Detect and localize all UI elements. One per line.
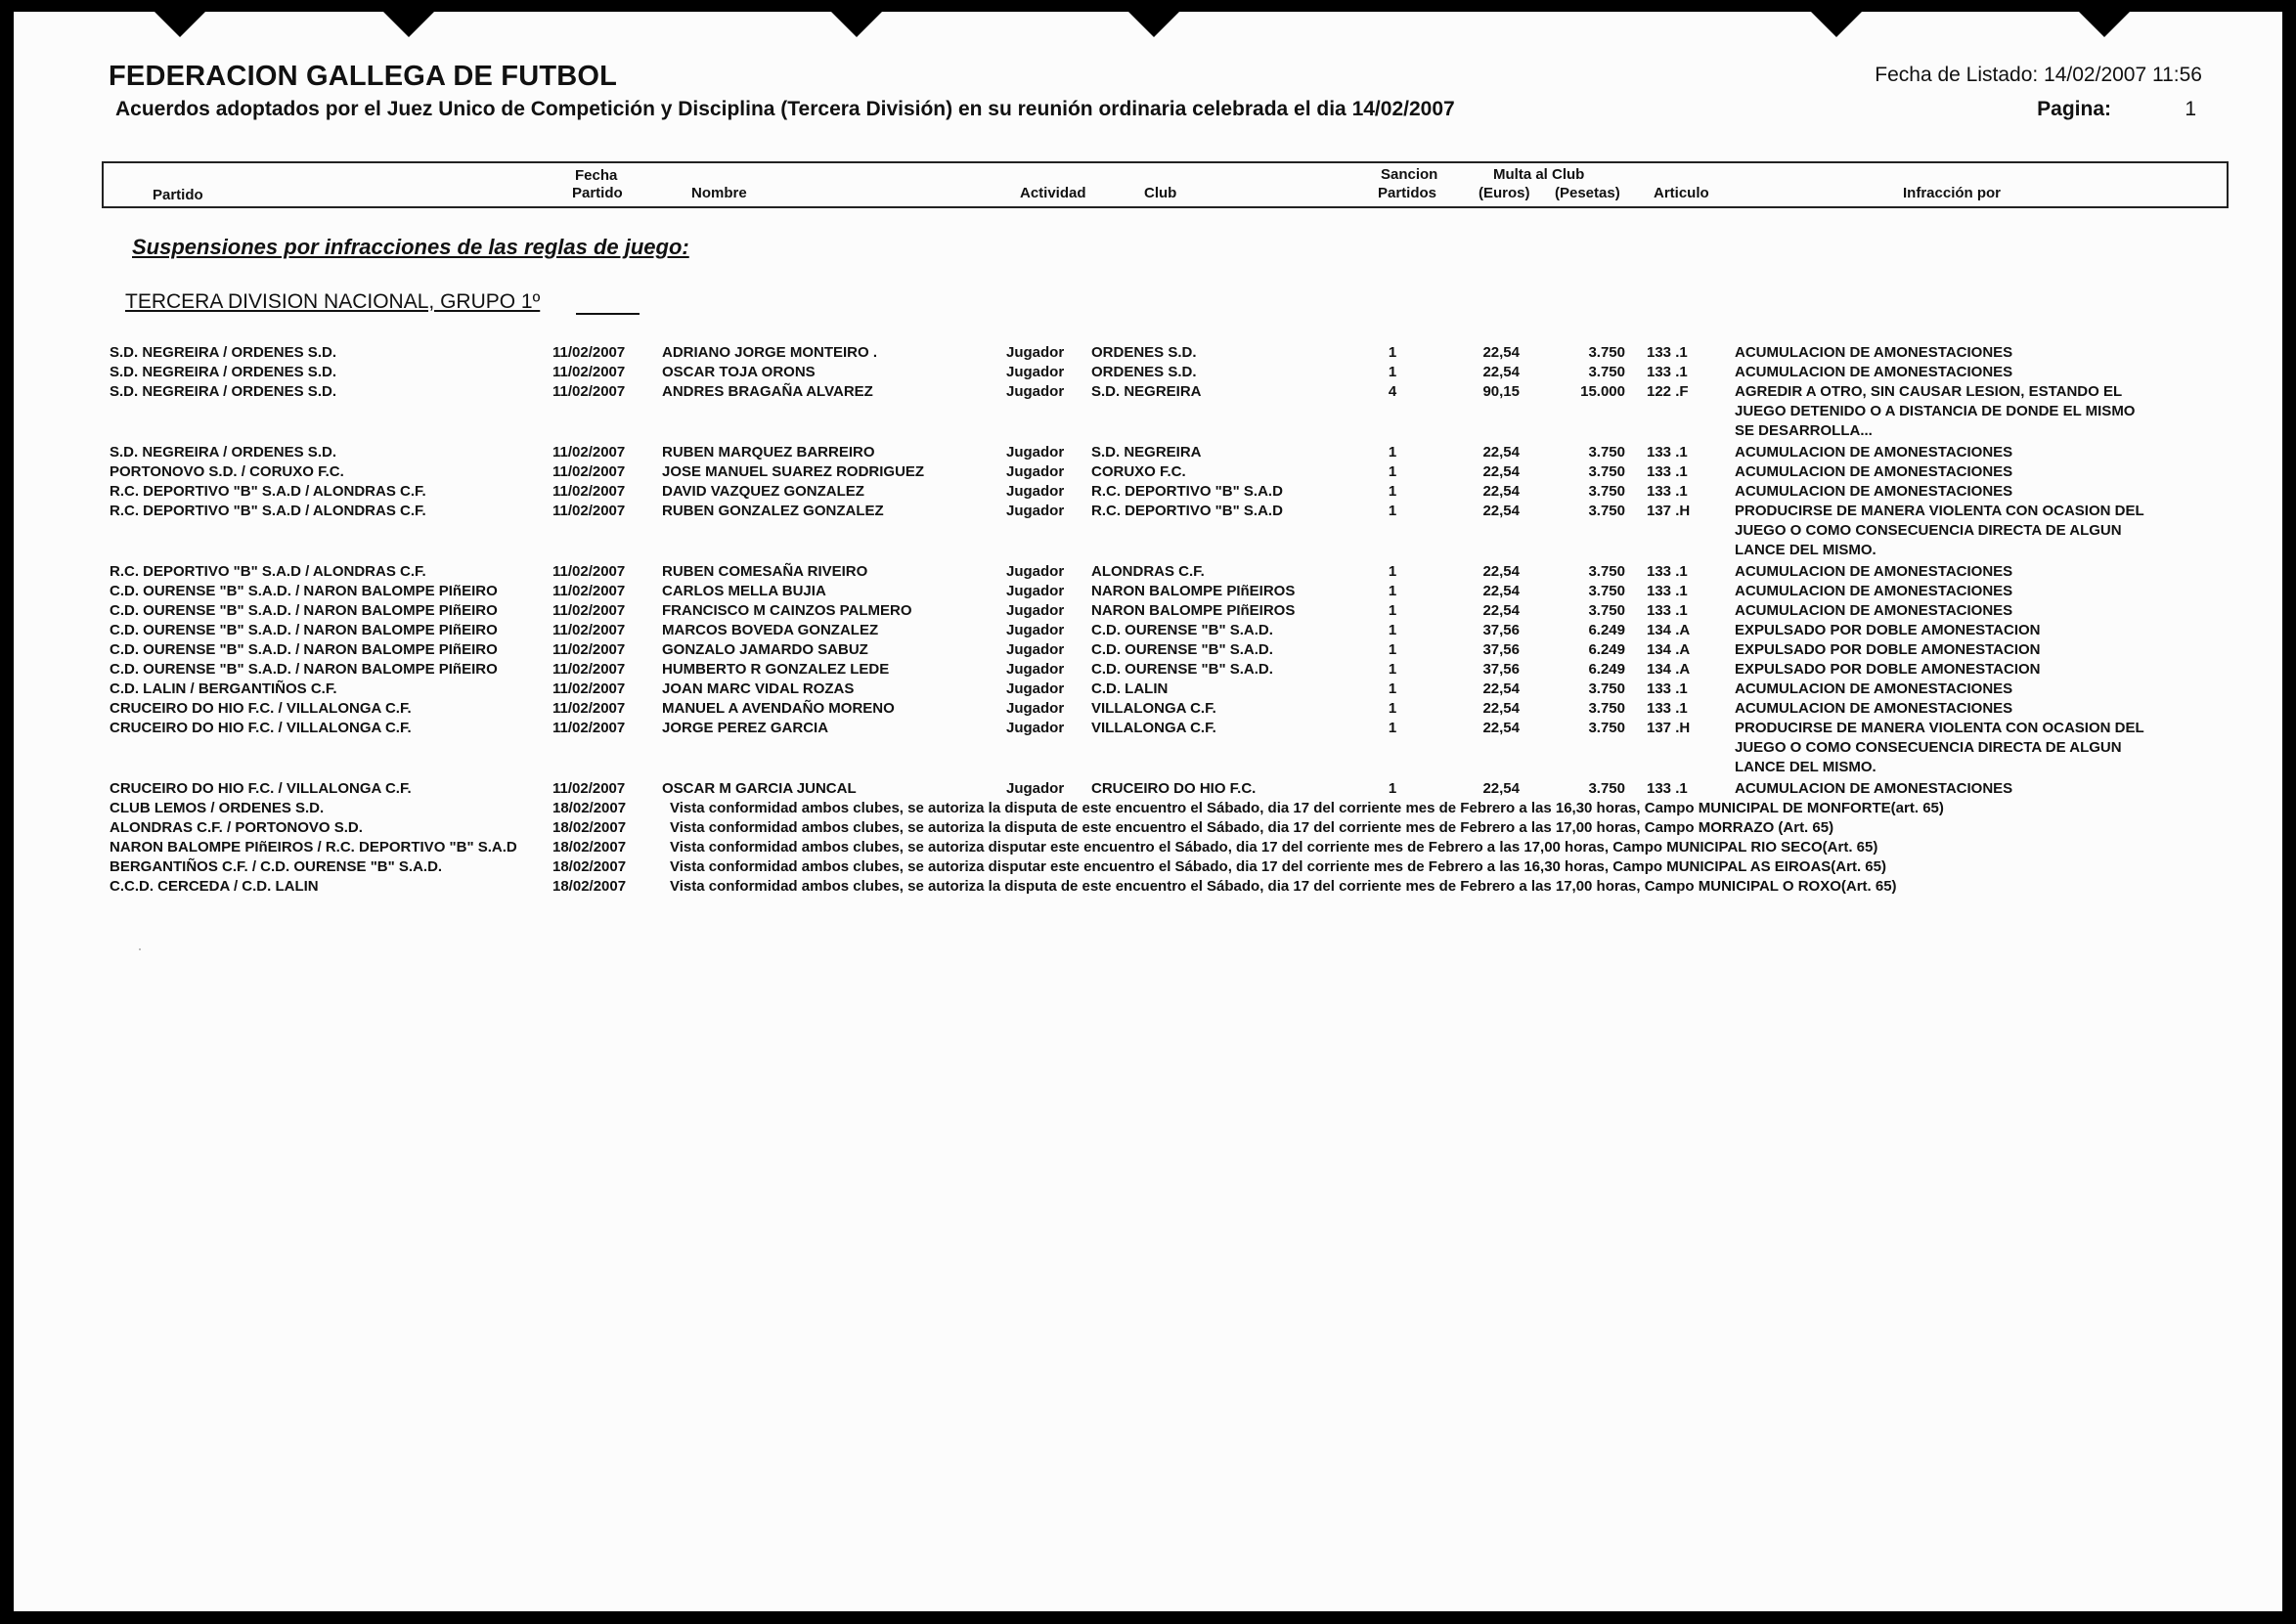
- fine-euros: 22,54: [1482, 700, 1520, 717]
- match: CRUCEIRO DO HIO F.C. / VILLALONGA C.F.: [110, 700, 412, 717]
- col-club: Club: [1144, 185, 1177, 201]
- activity: Jugador: [1006, 622, 1065, 638]
- fine-pesetas: 6.249: [1588, 661, 1625, 678]
- fine-pesetas: 3.750: [1588, 483, 1625, 500]
- suspension-games: 1: [1388, 700, 1397, 717]
- match: R.C. DEPORTIVO "B" S.A.D / ALONDRAS C.F.: [110, 503, 426, 519]
- player-name: RUBEN MARQUEZ BARREIRO: [662, 444, 875, 461]
- infraction: EXPULSADO POR DOBLE AMONESTACION: [1735, 622, 2041, 638]
- club: NARON BALOMPE PIñEIROS: [1091, 602, 1296, 619]
- suspension-games: 1: [1388, 483, 1397, 500]
- suspension-games: 1: [1388, 641, 1397, 658]
- page-label: Pagina:: [2037, 98, 2111, 120]
- match: C.D. OURENSE "B" S.A.D. / NARON BALOMPE PIñEIRO: [110, 583, 498, 599]
- club: S.D. NEGREIRA: [1091, 444, 1202, 461]
- note-text: Vista conformidad ambos clubes, se autoriza la disputa de este encuentro el Sábado, dia 17 del corriente mes de Febrero a las 17,00 horas, Campo MORRAZO (Art. 65): [670, 819, 1834, 836]
- torn-edge-notch: [2079, 12, 2130, 37]
- activity: Jugador: [1006, 661, 1065, 678]
- club: VILLALONGA C.F.: [1091, 720, 1216, 736]
- col-fecha: Fecha: [575, 167, 618, 184]
- match-date: 11/02/2007: [552, 503, 626, 519]
- player-name: JOAN MARC VIDAL ROZAS: [662, 680, 855, 697]
- activity: Jugador: [1006, 383, 1065, 400]
- infraction-continuation: LANCE DEL MISMO.: [1735, 759, 1877, 775]
- group-title: TERCERA DIVISION NACIONAL, GRUPO 1º: [125, 290, 541, 313]
- player-name: ADRIANO JORGE MONTEIRO .: [662, 344, 878, 361]
- article: 134 .A: [1647, 622, 1691, 638]
- fine-pesetas: 6.249: [1588, 622, 1625, 638]
- infraction-continuation: LANCE DEL MISMO.: [1735, 542, 1877, 558]
- club: ALONDRAS C.F.: [1091, 563, 1205, 580]
- match: PORTONOVO S.D. / CORUXO F.C.: [110, 463, 344, 480]
- note-text: Vista conformidad ambos clubes, se autoriza la disputa de este encuentro el Sábado, dia 17 del corriente mes de Febrero a las 17,00 horas, Campo MUNICIPAL O ROXO(Art. 65): [670, 878, 1897, 895]
- sanction-row: [14, 344, 2282, 364]
- match: R.C. DEPORTIVO "B" S.A.D / ALONDRAS C.F.: [110, 483, 426, 500]
- sanction-row: [14, 364, 2282, 383]
- match-date: 11/02/2007: [552, 583, 626, 599]
- fine-pesetas: 3.750: [1588, 463, 1625, 480]
- player-name: RUBEN GONZALEZ GONZALEZ: [662, 503, 884, 519]
- torn-edge-notch: [155, 12, 205, 37]
- player-name: MARCOS BOVEDA GONZALEZ: [662, 622, 879, 638]
- match: ALONDRAS C.F. / PORTONOVO S.D.: [110, 819, 363, 836]
- infraction-continuation: JUEGO O COMO CONSECUENCIA DIRECTA DE ALGUN: [1735, 739, 2122, 756]
- infraction: PRODUCIRSE DE MANERA VIOLENTA CON OCASION DEL: [1735, 503, 2144, 519]
- page-number: 1: [2185, 98, 2196, 120]
- infraction: PRODUCIRSE DE MANERA VIOLENTA CON OCASION DEL: [1735, 720, 2144, 736]
- suspension-games: 1: [1388, 444, 1397, 461]
- match-date: 11/02/2007: [552, 483, 626, 500]
- match: C.D. OURENSE "B" S.A.D. / NARON BALOMPE PIñEIRO: [110, 602, 498, 619]
- infraction: AGREDIR A OTRO, SIN CAUSAR LESION, ESTANDO EL: [1735, 383, 2123, 400]
- match-date: 11/02/2007: [552, 641, 626, 658]
- torn-edge-notch: [1128, 12, 1179, 37]
- fine-euros: 22,54: [1482, 344, 1520, 361]
- match: S.D. NEGREIRA / ORDENES S.D.: [110, 444, 336, 461]
- fine-euros: 22,54: [1482, 780, 1520, 797]
- infraction: EXPULSADO POR DOBLE AMONESTACION: [1735, 661, 2041, 678]
- fine-pesetas: 15.000: [1580, 383, 1625, 400]
- club: C.D. OURENSE "B" S.A.D.: [1091, 661, 1273, 678]
- activity: Jugador: [1006, 503, 1065, 519]
- suspension-games: 4: [1388, 383, 1397, 400]
- player-name: OSCAR TOJA ORONS: [662, 364, 816, 380]
- col-sancion-partidos: Partidos: [1378, 185, 1437, 201]
- club: C.D. LALIN: [1091, 680, 1169, 697]
- infraction-continuation: JUEGO O COMO CONSECUENCIA DIRECTA DE ALGUN: [1735, 522, 2122, 539]
- col-sancion: Sancion: [1381, 166, 1438, 183]
- col-fecha-partido: Partido: [572, 185, 623, 201]
- schedule-note-row: [14, 839, 2282, 858]
- match-date: 11/02/2007: [552, 383, 626, 400]
- article: 133 .1: [1647, 583, 1688, 599]
- infraction: ACUMULACION DE AMONESTACIONES: [1735, 602, 2013, 619]
- suspension-games: 1: [1388, 583, 1397, 599]
- article: 133 .1: [1647, 463, 1688, 480]
- schedule-note-row: [14, 858, 2282, 878]
- fine-pesetas: 3.750: [1588, 364, 1625, 380]
- player-name: OSCAR M GARCIA JUNCAL: [662, 780, 857, 797]
- suspension-games: 1: [1388, 622, 1397, 638]
- sanction-row: [14, 383, 2282, 403]
- club: CORUXO F.C.: [1091, 463, 1186, 480]
- match: CRUCEIRO DO HIO F.C. / VILLALONGA C.F.: [110, 780, 412, 797]
- activity: Jugador: [1006, 563, 1065, 580]
- match-date: 11/02/2007: [552, 444, 626, 461]
- article: 122 .F: [1647, 383, 1689, 400]
- infraction: ACUMULACION DE AMONESTACIONES: [1735, 680, 2013, 697]
- activity: Jugador: [1006, 483, 1065, 500]
- sanction-row: [14, 780, 2282, 800]
- club: C.D. OURENSE "B" S.A.D.: [1091, 641, 1273, 658]
- fine-pesetas: 3.750: [1588, 700, 1625, 717]
- schedule-note-row: [14, 819, 2282, 839]
- section-title: Suspensiones por infracciones de las reglas de juego:: [132, 235, 689, 259]
- fine-euros: 37,56: [1482, 641, 1520, 658]
- match: C.D. OURENSE "B" S.A.D. / NARON BALOMPE PIñEIRO: [110, 641, 498, 658]
- suspension-games: 1: [1388, 720, 1397, 736]
- schedule-note-row: [14, 800, 2282, 819]
- col-pesetas: (Pesetas): [1555, 185, 1620, 201]
- fine-euros: 22,54: [1482, 503, 1520, 519]
- note-text: Vista conformidad ambos clubes, se autoriza disputar este encuentro el Sábado, dia 17 del corriente mes de Febrero a las 17,00 horas, Campo MUNICIPAL RIO SECO(Art. 65): [670, 839, 1878, 856]
- group-title-underline: [576, 313, 640, 315]
- player-name: DAVID VAZQUEZ GONZALEZ: [662, 483, 864, 500]
- suspension-games: 1: [1388, 344, 1397, 361]
- document-page: [14, 12, 2282, 1611]
- suspension-games: 1: [1388, 503, 1397, 519]
- match: C.D. LALIN / BERGANTIÑOS C.F.: [110, 680, 337, 697]
- infraction: ACUMULACION DE AMONESTACIONES: [1735, 463, 2013, 480]
- activity: Jugador: [1006, 364, 1065, 380]
- suspension-games: 1: [1388, 780, 1397, 797]
- match: C.D. OURENSE "B" S.A.D. / NARON BALOMPE PIñEIRO: [110, 622, 498, 638]
- match-date: 18/02/2007: [552, 839, 627, 856]
- fine-pesetas: 3.750: [1588, 503, 1625, 519]
- match-date: 11/02/2007: [552, 661, 626, 678]
- fine-pesetas: 3.750: [1588, 780, 1625, 797]
- suspension-games: 1: [1388, 680, 1397, 697]
- suspension-games: 1: [1388, 602, 1397, 619]
- activity: Jugador: [1006, 344, 1065, 361]
- activity: Jugador: [1006, 444, 1065, 461]
- activity: Jugador: [1006, 720, 1065, 736]
- fine-euros: 90,15: [1482, 383, 1520, 400]
- suspension-games: 1: [1388, 661, 1397, 678]
- fine-pesetas: 3.750: [1588, 680, 1625, 697]
- player-name: JORGE PEREZ GARCIA: [662, 720, 829, 736]
- match-date: 18/02/2007: [552, 819, 627, 836]
- infraction: ACUMULACION DE AMONESTACIONES: [1735, 364, 2013, 380]
- sanction-row: [14, 700, 2282, 720]
- activity: Jugador: [1006, 641, 1065, 658]
- article: 137 .H: [1647, 503, 1691, 519]
- fine-pesetas: 3.750: [1588, 602, 1625, 619]
- scan-speck: [139, 948, 141, 950]
- activity: Jugador: [1006, 463, 1065, 480]
- infraction: ACUMULACION DE AMONESTACIONES: [1735, 583, 2013, 599]
- fine-euros: 22,54: [1482, 563, 1520, 580]
- match-date: 11/02/2007: [552, 680, 626, 697]
- fine-euros: 22,54: [1482, 364, 1520, 380]
- fine-pesetas: 3.750: [1588, 344, 1625, 361]
- listing-date: Fecha de Listado: 14/02/2007 11:56: [1875, 64, 2202, 86]
- fine-pesetas: 3.750: [1588, 720, 1625, 736]
- activity: Jugador: [1006, 780, 1065, 797]
- player-name: JOSE MANUEL SUAREZ RODRIGUEZ: [662, 463, 925, 480]
- organization-title: FEDERACION GALLEGA DE FUTBOL: [109, 61, 618, 92]
- club: NARON BALOMPE PIñEIROS: [1091, 583, 1296, 599]
- fine-euros: 22,54: [1482, 483, 1520, 500]
- match: C.D. OURENSE "B" S.A.D. / NARON BALOMPE PIñEIRO: [110, 661, 498, 678]
- fine-euros: 22,54: [1482, 463, 1520, 480]
- infraction-continuation: SE DESARROLLA...: [1735, 422, 1873, 439]
- torn-edge-notch: [831, 12, 882, 37]
- col-infraccion: Infracción por: [1903, 185, 2002, 201]
- player-name: FRANCISCO M CAINZOS PALMERO: [662, 602, 912, 619]
- sanction-row: [14, 583, 2282, 602]
- sanction-row: [14, 622, 2282, 641]
- article: 133 .1: [1647, 344, 1688, 361]
- club: R.C. DEPORTIVO "B" S.A.D: [1091, 503, 1283, 519]
- match-date: 11/02/2007: [552, 463, 626, 480]
- article: 133 .1: [1647, 563, 1688, 580]
- article: 134 .A: [1647, 661, 1691, 678]
- document-subtitle: Acuerdos adoptados por el Juez Unico de Competición y Disciplina (Tercera División) en su reunión ordinaria celebrada el dia 14/02/2007: [115, 98, 1455, 120]
- player-name: MANUEL A AVENDAÑO MORENO: [662, 700, 895, 717]
- infraction: EXPULSADO POR DOBLE AMONESTACION: [1735, 641, 2041, 658]
- article: 137 .H: [1647, 720, 1691, 736]
- column-header-box: [102, 161, 2229, 208]
- sanction-row: [14, 680, 2282, 700]
- sanction-row: [14, 444, 2282, 463]
- article: 133 .1: [1647, 780, 1688, 797]
- sanction-row: [14, 602, 2282, 622]
- match-date: 11/02/2007: [552, 563, 626, 580]
- fine-pesetas: 3.750: [1588, 583, 1625, 599]
- player-name: GONZALO JAMARDO SABUZ: [662, 641, 868, 658]
- activity: Jugador: [1006, 602, 1065, 619]
- fine-euros: 22,54: [1482, 444, 1520, 461]
- match: CRUCEIRO DO HIO F.C. / VILLALONGA C.F.: [110, 720, 412, 736]
- match-date: 18/02/2007: [552, 800, 627, 816]
- fine-euros: 37,56: [1482, 661, 1520, 678]
- match-date: 11/02/2007: [552, 344, 626, 361]
- infraction: ACUMULACION DE AMONESTACIONES: [1735, 344, 2013, 361]
- match-date: 11/02/2007: [552, 720, 626, 736]
- infraction: ACUMULACION DE AMONESTACIONES: [1735, 700, 2013, 717]
- note-text: Vista conformidad ambos clubes, se autoriza disputar este encuentro el Sábado, dia 17 del corriente mes de Febrero a las 16,30 horas, Campo MUNICIPAL AS EIROAS(Art. 65): [670, 858, 1886, 875]
- fine-pesetas: 3.750: [1588, 563, 1625, 580]
- activity: Jugador: [1006, 700, 1065, 717]
- infraction: ACUMULACION DE AMONESTACIONES: [1735, 563, 2013, 580]
- player-name: HUMBERTO R GONZALEZ LEDE: [662, 661, 890, 678]
- match-date: 18/02/2007: [552, 878, 627, 895]
- torn-edge-notch: [1811, 12, 1862, 37]
- note-text: Vista conformidad ambos clubes, se autoriza la disputa de este encuentro el Sábado, dia 17 del corriente mes de Febrero a las 16,30 horas, Campo MUNICIPAL DE MONFORTE(art. 65): [670, 800, 1944, 816]
- sanction-row: [14, 503, 2282, 522]
- article: 133 .1: [1647, 700, 1688, 717]
- player-name: RUBEN COMESAÑA RIVEIRO: [662, 563, 868, 580]
- match: S.D. NEGREIRA / ORDENES S.D.: [110, 383, 336, 400]
- match-date: 11/02/2007: [552, 700, 626, 717]
- article: 133 .1: [1647, 444, 1688, 461]
- match: S.D. NEGREIRA / ORDENES S.D.: [110, 364, 336, 380]
- club: ORDENES S.D.: [1091, 364, 1197, 380]
- match: BERGANTIÑOS C.F. / C.D. OURENSE "B" S.A.D.: [110, 858, 443, 875]
- match-date: 11/02/2007: [552, 364, 626, 380]
- schedule-note-row: [14, 878, 2282, 898]
- fine-pesetas: 6.249: [1588, 641, 1625, 658]
- club: C.D. OURENSE "B" S.A.D.: [1091, 622, 1273, 638]
- infraction: ACUMULACION DE AMONESTACIONES: [1735, 483, 2013, 500]
- infraction-continuation: JUEGO DETENIDO O A DISTANCIA DE DONDE EL MISMO: [1735, 403, 2136, 419]
- match: R.C. DEPORTIVO "B" S.A.D / ALONDRAS C.F.: [110, 563, 426, 580]
- col-actividad: Actividad: [1020, 185, 1086, 201]
- suspension-games: 1: [1388, 563, 1397, 580]
- club: CRUCEIRO DO HIO F.C.: [1091, 780, 1257, 797]
- match-date: 11/02/2007: [552, 622, 626, 638]
- col-multa: Multa al Club: [1493, 166, 1585, 183]
- article: 133 .1: [1647, 483, 1688, 500]
- activity: Jugador: [1006, 680, 1065, 697]
- col-euros: (Euros): [1479, 185, 1530, 201]
- sanction-row: [14, 641, 2282, 661]
- fine-pesetas: 3.750: [1588, 444, 1625, 461]
- fine-euros: 22,54: [1482, 583, 1520, 599]
- fine-euros: 22,54: [1482, 602, 1520, 619]
- torn-edge-notch: [383, 12, 434, 37]
- sanction-row: [14, 563, 2282, 583]
- match-date: 11/02/2007: [552, 780, 626, 797]
- article: 133 .1: [1647, 364, 1688, 380]
- club: R.C. DEPORTIVO "B" S.A.D: [1091, 483, 1283, 500]
- suspension-games: 1: [1388, 463, 1397, 480]
- activity: Jugador: [1006, 583, 1065, 599]
- article: 133 .1: [1647, 602, 1688, 619]
- player-name: ANDRES BRAGAÑA ALVAREZ: [662, 383, 873, 400]
- match: NARON BALOMPE PIñEIROS / R.C. DEPORTIVO "B" S.A.D: [110, 839, 517, 856]
- club: ORDENES S.D.: [1091, 344, 1197, 361]
- article: 133 .1: [1647, 680, 1688, 697]
- sanction-row: [14, 720, 2282, 739]
- match: S.D. NEGREIRA / ORDENES S.D.: [110, 344, 336, 361]
- sanction-row: [14, 661, 2282, 680]
- col-partido: Partido: [153, 187, 203, 203]
- fine-euros: 22,54: [1482, 680, 1520, 697]
- match-date: 11/02/2007: [552, 602, 626, 619]
- sanction-row: [14, 483, 2282, 503]
- infraction: ACUMULACION DE AMONESTACIONES: [1735, 780, 2013, 797]
- club: VILLALONGA C.F.: [1091, 700, 1216, 717]
- club: S.D. NEGREIRA: [1091, 383, 1202, 400]
- player-name: CARLOS MELLA BUJIA: [662, 583, 826, 599]
- fine-euros: 37,56: [1482, 622, 1520, 638]
- fine-euros: 22,54: [1482, 720, 1520, 736]
- suspension-games: 1: [1388, 364, 1397, 380]
- col-articulo: Articulo: [1654, 185, 1709, 201]
- article: 134 .A: [1647, 641, 1691, 658]
- sanction-row: [14, 463, 2282, 483]
- match-date: 18/02/2007: [552, 858, 627, 875]
- col-nombre: Nombre: [691, 185, 747, 201]
- match: CLUB LEMOS / ORDENES S.D.: [110, 800, 325, 816]
- infraction: ACUMULACION DE AMONESTACIONES: [1735, 444, 2013, 461]
- match: C.C.D. CERCEDA / C.D. LALIN: [110, 878, 319, 895]
